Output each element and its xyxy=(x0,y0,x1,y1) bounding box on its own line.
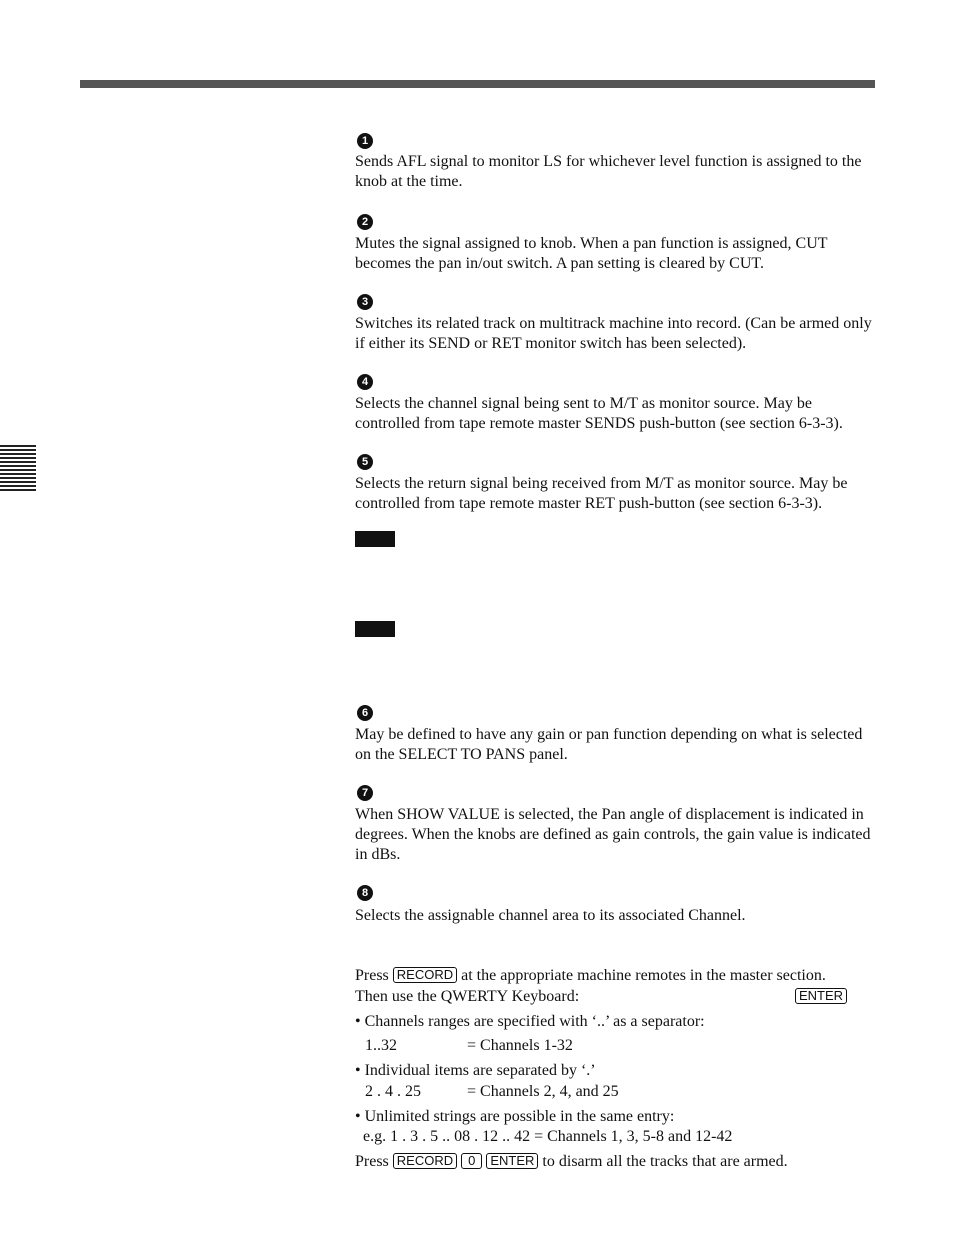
item-7-description: When SHOW VALUE is selected, the Pan angle of displacement is indicated in degrees. When the knobs are defined as gain controls, the gain value is indicated in dBs. xyxy=(355,806,871,863)
bullet-unlimited: • Unlimited strings are possible in the same entry: xyxy=(355,1108,675,1125)
example-1-result: = Channels 1-32 xyxy=(467,1037,573,1054)
example-2-result: = Channels 2, 4, and 25 xyxy=(467,1083,619,1100)
enter-key: ENTER xyxy=(795,988,847,1004)
disarm-text: to disarm all the tracks that are armed. xyxy=(542,1153,788,1170)
callout-number-8: 8 xyxy=(357,885,373,901)
section-edge-tab xyxy=(0,445,36,491)
item-5-description: Selects the return signal being received from M/T as monitor source. May be controlled from tape remote master RET push-button (see section 6-3-3). xyxy=(355,475,848,512)
note-marker-1 xyxy=(355,531,395,547)
example-1-input: 1..32 xyxy=(365,1037,397,1054)
callout-number-2: 2 xyxy=(357,214,373,230)
item-8-description: Selects the assignable channel area to its associated Channel. xyxy=(355,907,746,924)
callout-number-1: 1 xyxy=(357,133,373,149)
item-6-description: May be defined to have any gain or pan function depending on what is selected on the SELECT TO PANS panel. xyxy=(355,726,863,763)
press-text-2: Press xyxy=(355,1153,389,1170)
enter-key-hint xyxy=(795,987,847,1007)
example-3: e.g. 1 . 3 . 5 .. 08 . 12 .. 42 = Channels 1, 3, 5-8 and 12-42 xyxy=(363,1128,733,1145)
record-instruction-line xyxy=(355,966,826,986)
item-2-description: Mutes the signal assigned to knob. When a pan function is assigned, CUT becomes the pan in/out switch. A pan setting is cleared by CUT. xyxy=(355,235,828,272)
record-key: RECORD xyxy=(393,967,457,983)
example-2-input: 2 . 4 . 25 xyxy=(365,1083,421,1100)
callout-number-7: 7 xyxy=(357,785,373,801)
callout-number-4: 4 xyxy=(357,374,373,390)
bullet-ranges: • Channels ranges are specified with ‘..’ as a separator: xyxy=(355,1013,705,1030)
callout-number-6: 6 xyxy=(357,705,373,721)
callout-number-3: 3 xyxy=(357,294,373,310)
item-3-description: Switches its related track on multitrack machine into record. (Can be armed only if either its SEND or RET monitor switch has been selected). xyxy=(355,315,872,352)
zero-key: 0 xyxy=(461,1153,482,1169)
header-rule xyxy=(80,80,875,88)
item-1-description: Sends AFL signal to monitor LS for whichever level function is assigned to the knob at the time. xyxy=(355,153,862,190)
disarm-instruction-line xyxy=(355,1152,788,1172)
item-4-description: Selects the channel signal being sent to M/T as monitor source. May be controlled from tape remote master SENDS push-button (see section 6-3-3). xyxy=(355,395,843,432)
record-instruction-text: at the appropriate machine remotes in the master section. xyxy=(461,967,826,984)
press-text: Press xyxy=(355,967,389,984)
bullet-individual: • Individual items are separated by ‘.’ xyxy=(355,1062,596,1079)
note-marker-2 xyxy=(355,621,395,637)
enter-key-2: ENTER xyxy=(486,1153,538,1169)
record-key-2: RECORD xyxy=(393,1153,457,1169)
qwerty-line: Then use the QWERTY Keyboard: xyxy=(355,988,580,1005)
callout-number-5: 5 xyxy=(357,454,373,470)
